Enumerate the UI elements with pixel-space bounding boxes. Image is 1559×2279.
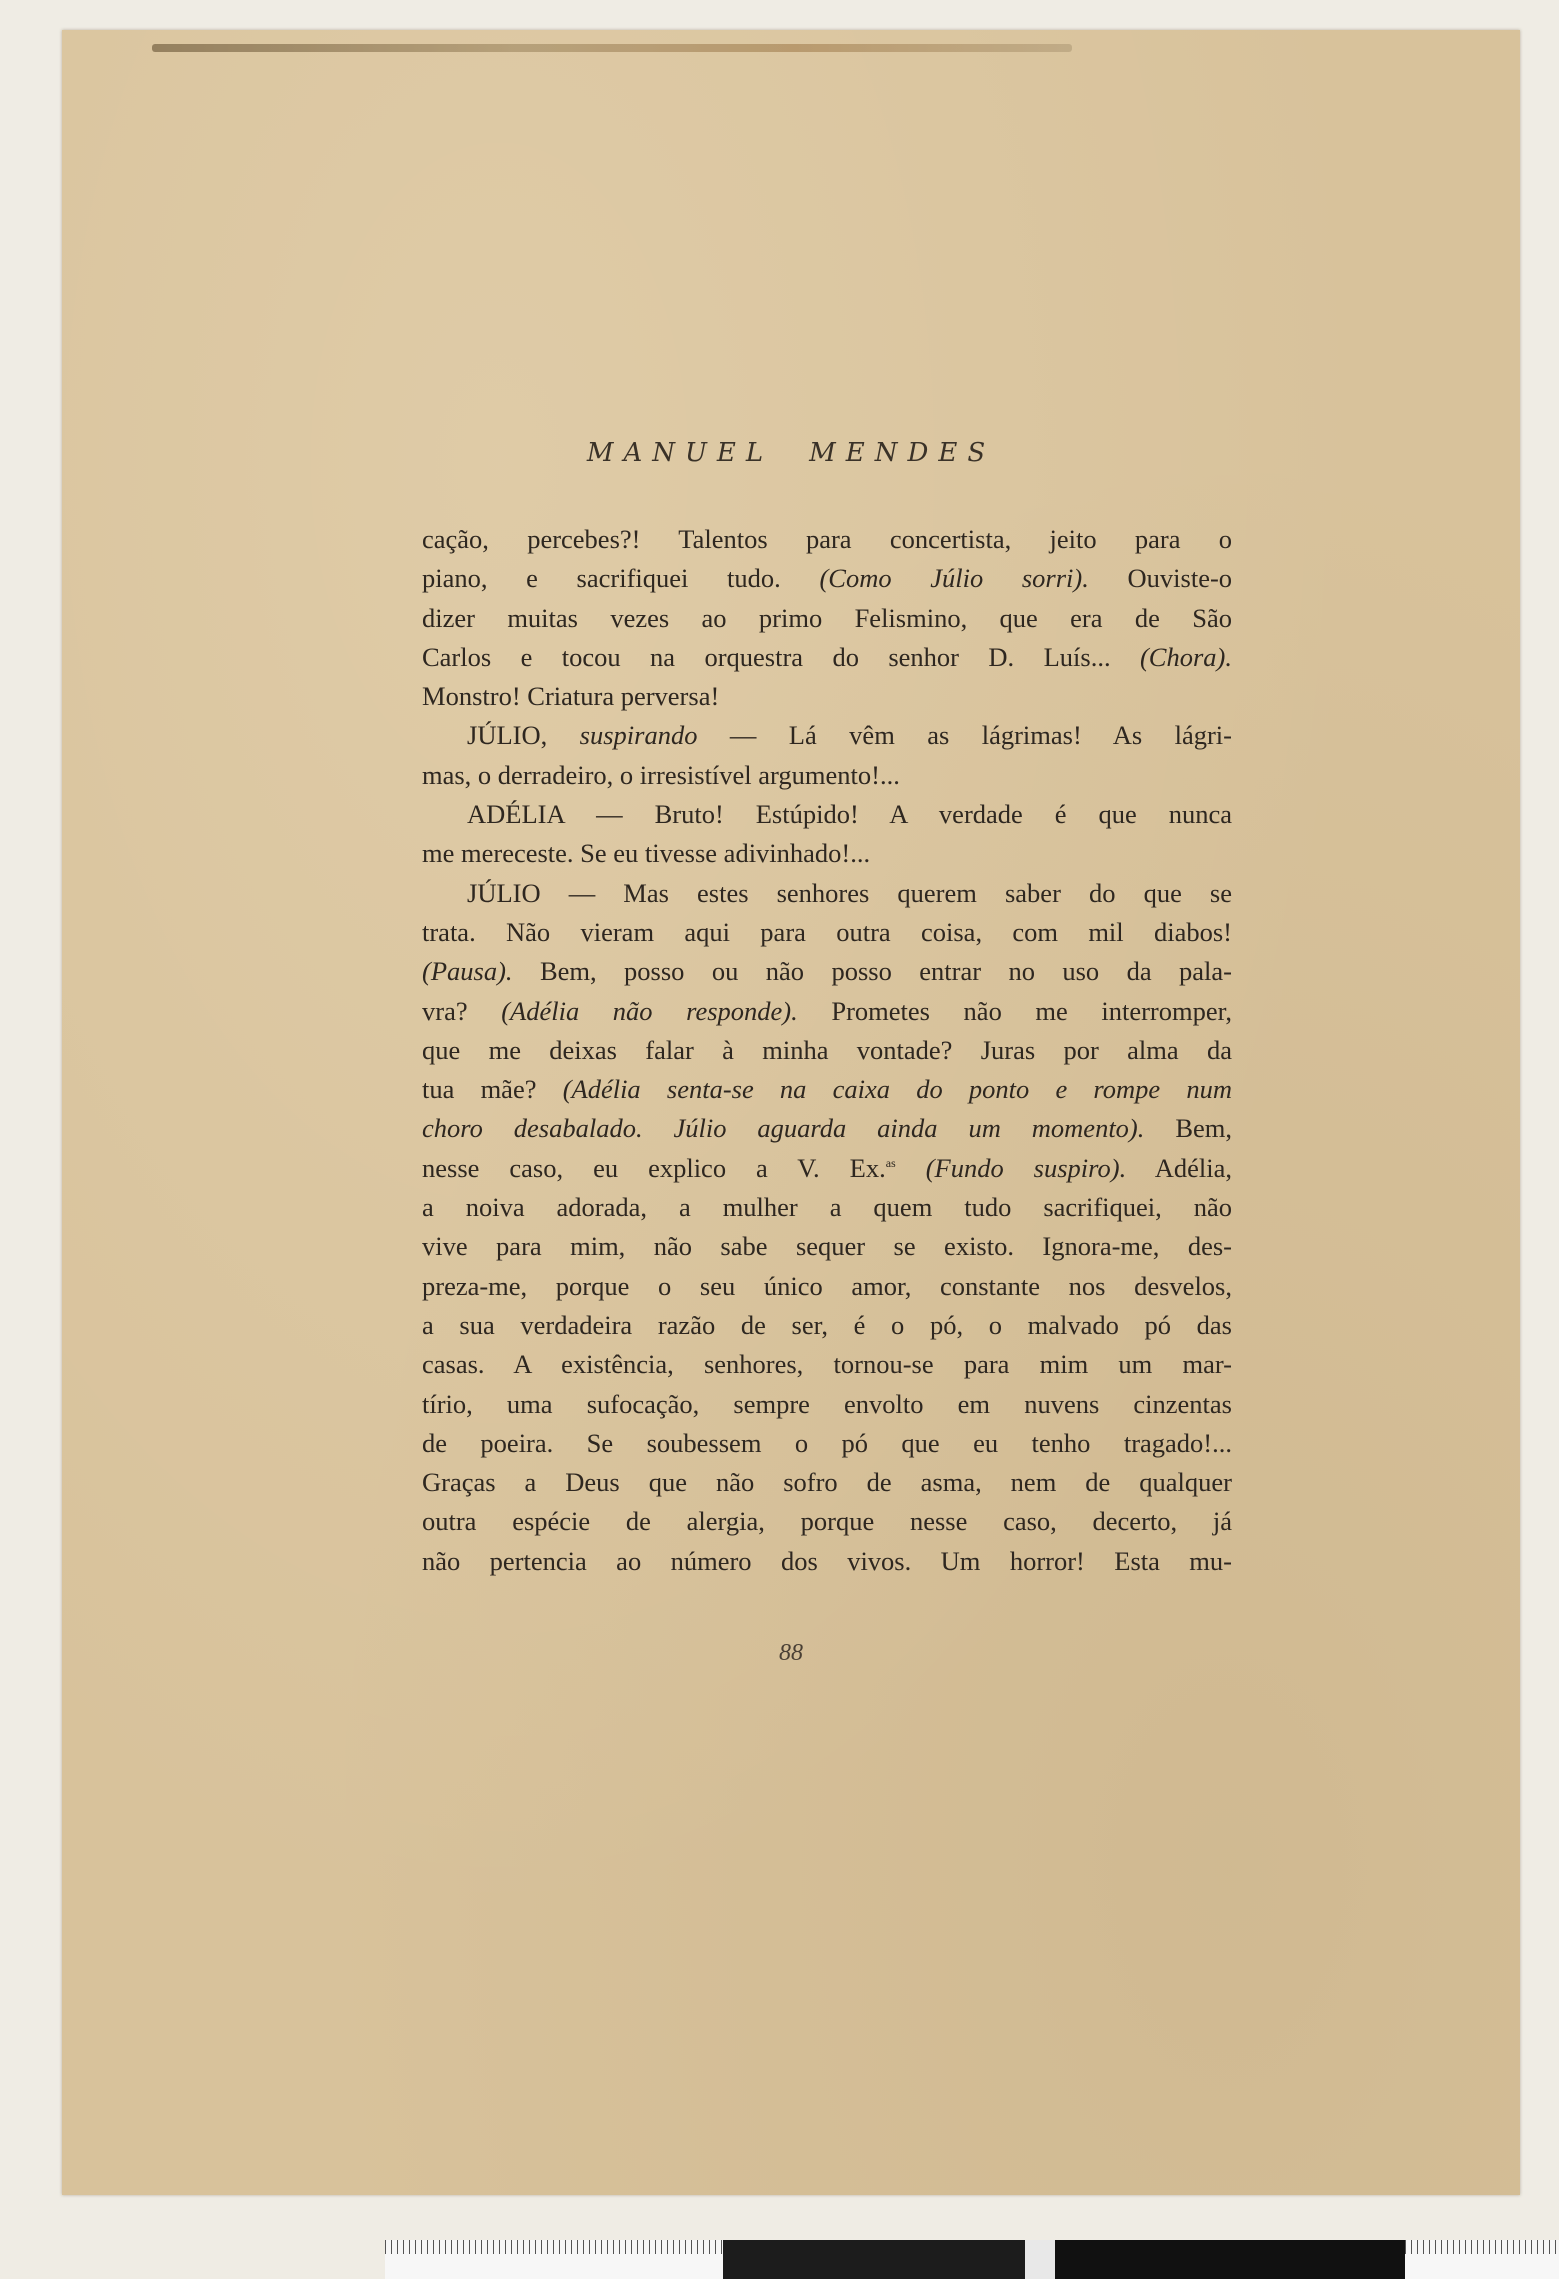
ruler-black-block: [723, 2240, 1025, 2279]
text-run: piano, e sacrifiquei tudo.: [422, 563, 781, 594]
ruler-black-block: [1055, 2240, 1405, 2279]
stage-direction: (Adélia senta-se na caixa do ponto e rompe num: [562, 1074, 1233, 1105]
text-line: vive para mim, não sabe sequer se existo. Ignora-me, des-: [422, 1231, 1232, 1262]
text-run: Adélia,: [1154, 1152, 1232, 1183]
stage-direction: suspirando: [579, 720, 698, 751]
text-line: [422, 559, 1232, 598]
text-line: [422, 716, 1232, 755]
running-head-second: MENDES: [809, 438, 996, 468]
body-text: [422, 520, 1232, 1581]
text-line: cação, percebes?! Talentos para concertista, jeito para o: [422, 524, 1232, 554]
page-number: 88: [779, 1640, 803, 1666]
text-line: a noiva adorada, a mulher a quem tudo sacrifiquei, não: [422, 1192, 1232, 1223]
stage-direction: (Pausa).: [422, 956, 513, 987]
running-head-first: MANUEL: [586, 438, 774, 468]
text-line: Monstro! Criatura perversa!: [422, 681, 720, 712]
text-line: outra espécie de alergia, porque nesse caso, decerto, já: [422, 1506, 1232, 1537]
text-line: Graças a Deus que não sofro de asma, nem de qualquer: [422, 1467, 1232, 1498]
top-edge-stain: [152, 44, 1072, 52]
text-line: JÚLIO — Mas estes senhores querem saber do que se: [467, 877, 1232, 908]
ruler-ticks: [385, 2240, 723, 2279]
text-line: [422, 992, 1232, 1031]
text-line: tírio, uma sufocação, sempre envolto em nuvens cinzentas: [422, 1388, 1232, 1419]
text-line: [422, 638, 1232, 677]
stage-direction: (Fundo suspiro).: [925, 1152, 1127, 1183]
text-run: tua mãe?: [422, 1074, 537, 1105]
text-run: Prometes não me interromper,: [831, 995, 1233, 1026]
text-line: que me deixas falar à minha vontade? Juras por alma da: [422, 1034, 1232, 1065]
text-line: trata. Não vieram aqui para outra coisa, com mil diabos!: [422, 916, 1232, 947]
text-line: [422, 1070, 1232, 1109]
text-line: preza-me, porque o seu único amor, constante nos desvelos,: [422, 1270, 1232, 1301]
speaker-name: JÚLIO,: [467, 720, 548, 751]
text-run: Carlos e tocou na orquestra do senhor D. Luís...: [422, 641, 1111, 672]
text-line: me mereceste. Se eu tivesse adivinhado!...: [422, 838, 871, 869]
text-line: mas, o derradeiro, o irresistível argumento!...: [422, 759, 900, 790]
text-line: [422, 952, 1232, 991]
text-run: Bem, posso ou não posso entrar no uso da pala-: [539, 956, 1232, 987]
text-run: Ouviste-o: [1127, 563, 1233, 594]
scale-ruler: [385, 2240, 1559, 2279]
text-run: — Lá vêm as lágrimas! As lágri-: [729, 720, 1232, 751]
stage-direction: choro desabalado. Júlio aguarda ainda um momento).: [422, 1113, 1145, 1144]
text-line: a sua verdadeira razão de ser, é o pó, o malvado pó das: [422, 1309, 1232, 1340]
text-line: de poeira. Se soubessem o pó que eu tenho tragado!...: [422, 1427, 1232, 1458]
stage-direction: (Adélia não responde).: [501, 995, 798, 1026]
text-line: dizer muitas vezes ao primo Felismino, que era de São: [422, 602, 1232, 633]
book-page: [62, 30, 1520, 2195]
text-run: nesse caso, eu explico a V. Ex.: [422, 1152, 886, 1183]
text-line: [422, 1109, 1232, 1148]
ruler-ticks: [1405, 2240, 1559, 2279]
text-run: vra?: [422, 995, 468, 1026]
text-line: [422, 1149, 1232, 1188]
superscript: as: [885, 1155, 896, 1170]
text-line: não pertencia ao número dos vivos. Um horror! Esta mu-: [422, 1545, 1232, 1576]
stage-direction: (Como Júlio sorri).: [819, 563, 1089, 594]
ruler-gray-block: [1025, 2240, 1055, 2279]
text-line: ADÉLIA — Bruto! Estúpido! A verdade é que nunca: [467, 799, 1232, 830]
text-run: Bem,: [1175, 1113, 1233, 1144]
stage-direction: (Chora).: [1139, 641, 1232, 672]
running-head: [62, 438, 1520, 468]
text-line: casas. A existência, senhores, tornou-se para mim um mar-: [422, 1349, 1232, 1380]
